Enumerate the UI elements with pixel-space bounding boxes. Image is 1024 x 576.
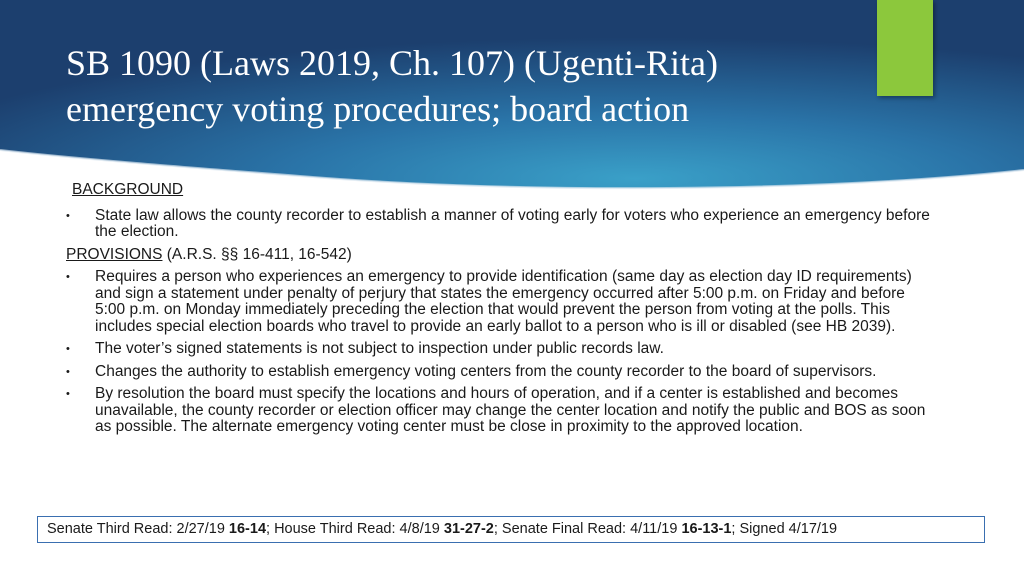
slide-content [66, 182, 936, 442]
provisions-citation: (A.R.S. §§ 16-411, 16-542) [162, 245, 352, 263]
senate-third-label: Senate Third Read: 2/27/19 [47, 521, 229, 537]
bullet-icon: • [66, 271, 70, 283]
vote-history-box [37, 516, 985, 543]
title-line-1: SB 1090 (Laws 2019, Ch. 107) (Ugenti-Rita) [66, 43, 718, 83]
bullet-text: Changes the authority to establish emergency voting centers from the county recorder to the board of supervisors. [95, 362, 877, 380]
bullet-text: State law allows the county recorder to establish a manner of voting early for voters who experience an emergency before the election. [95, 206, 930, 240]
bullet-icon: • [66, 365, 70, 378]
provisions-label: PROVISIONS [66, 245, 163, 263]
senate-final-label: ; Senate Final Read: 4/11/19 [493, 521, 682, 537]
list-item [66, 208, 936, 241]
slide-title [66, 40, 866, 132]
list-item [66, 364, 936, 381]
bullet-text: Requires a person who experiences an emergency to provide identification (same day as election day ID requirements) and sign a statement under penalty of perjury that states the emergency occurred after 5:00 p.m. on Friday and before 5:00 p.m. on Monday immediately preceding the election that would prevent the person from voting at the polls. This includes special election boards who travel to provide an early ballot to a person who is ill or disabled (see HB 2039). [95, 268, 912, 335]
house-third-vote: 31-27-2 [443, 521, 494, 537]
list-item [66, 386, 936, 436]
list-item [66, 341, 936, 358]
bullet-icon: • [66, 209, 70, 222]
provisions-heading [66, 247, 936, 264]
list-item [66, 269, 936, 335]
bullet-text: By resolution the board must specify the locations and hours of operation, and if a center is established and becomes unavailable, the county recorder or election officer may change the center location and notify the public and BOS as soon as possible. The alternate emergency voting center must be close in proximity to the approved location. [95, 385, 926, 435]
bullet-icon: • [66, 388, 70, 400]
house-third-label: ; House Third Read: 4/8/19 [266, 521, 444, 537]
senate-final-vote: 16-13-1 [681, 521, 732, 537]
bullet-text: The voter’s signed statements is not subject to inspection under public records law. [95, 340, 664, 357]
bullet-icon: • [66, 343, 70, 355]
senate-third-vote: 16-14 [228, 521, 267, 537]
background-label: BACKGROUND [72, 181, 184, 198]
background-list [66, 208, 936, 241]
provisions-list [66, 269, 936, 436]
title-line-2: emergency voting procedures; board action [66, 89, 690, 129]
background-heading [72, 182, 936, 199]
signed-date: ; Signed 4/17/19 [731, 521, 838, 537]
accent-box [877, 0, 933, 96]
